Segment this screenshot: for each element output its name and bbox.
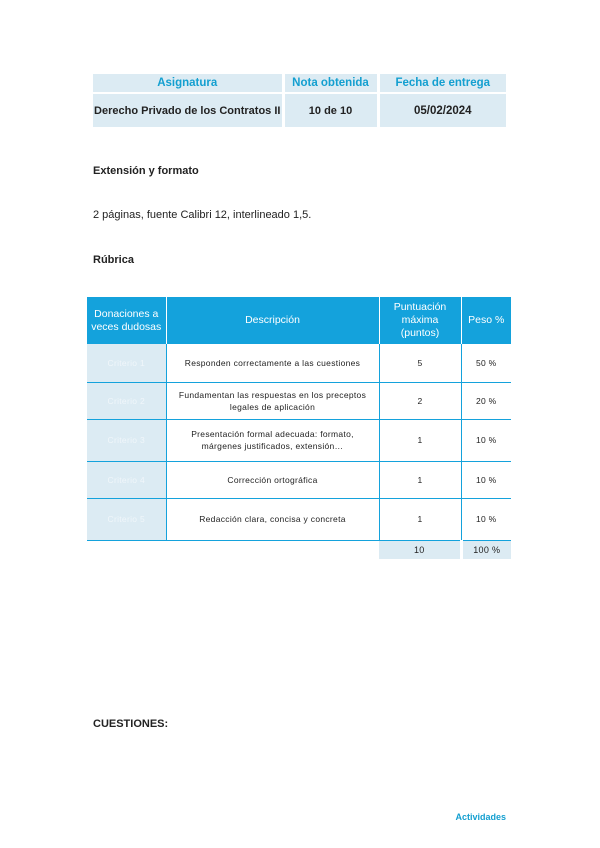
questions-section-title: CUESTIONES: bbox=[93, 718, 169, 730]
weight-column-header: Peso % bbox=[461, 297, 511, 344]
rubric-description: Presentación formal adecuada: formato, márgenes justificados, extensión… bbox=[166, 419, 379, 461]
description-column-header: Descripción bbox=[166, 297, 379, 344]
rubric-row bbox=[87, 344, 511, 382]
format-section-title: Extensión y formato bbox=[93, 165, 199, 177]
subject-header: Asignatura bbox=[93, 74, 283, 93]
subject-value: Derecho Privado de los Contratos II bbox=[93, 93, 283, 127]
format-section-text: 2 páginas, fuente Calibri 12, interlineado 1,5. bbox=[93, 209, 312, 221]
rubric-weight: 10 % bbox=[461, 498, 511, 540]
rubric-points: 1 bbox=[379, 419, 461, 461]
rubric-criterion: Criterio 5 bbox=[87, 498, 166, 540]
rubric-description: Fundamentan las respuestas en los preceptos legales de aplicación bbox=[166, 382, 379, 419]
rubric-points: 1 bbox=[379, 461, 461, 498]
rubric-row bbox=[87, 382, 511, 419]
footer-label: Actividades bbox=[455, 812, 506, 822]
rubric-header-row bbox=[87, 297, 511, 344]
rubric-weight: 10 % bbox=[461, 419, 511, 461]
assignment-info-value-row bbox=[93, 93, 506, 127]
assignment-info-table bbox=[93, 74, 506, 127]
rubric-points: 5 bbox=[379, 344, 461, 382]
rubric-total-weight: 100 % bbox=[461, 540, 511, 559]
rubric-row bbox=[87, 419, 511, 461]
grade-header: Nota obtenida bbox=[283, 74, 378, 93]
assignment-info-header-row bbox=[93, 74, 506, 93]
rubric-criterion: Criterio 3 bbox=[87, 419, 166, 461]
rubric-row bbox=[87, 461, 511, 498]
rubric-table bbox=[87, 297, 511, 559]
rubric-criterion: Criterio 2 bbox=[87, 382, 166, 419]
rubric-criterion: Criterio 1 bbox=[87, 344, 166, 382]
rubric-points: 1 bbox=[379, 498, 461, 540]
rubric-description: Corrección ortográfica bbox=[166, 461, 379, 498]
rubric-weight: 10 % bbox=[461, 461, 511, 498]
grade-value: 10 de 10 bbox=[283, 93, 378, 127]
max-points-column-header: Puntuación máxima (puntos) bbox=[379, 297, 461, 344]
rubric-section-title: Rúbrica bbox=[93, 254, 134, 266]
rubric-weight: 50 % bbox=[461, 344, 511, 382]
rubric-criterion: Criterio 4 bbox=[87, 461, 166, 498]
due-date-header: Fecha de entrega bbox=[378, 74, 506, 93]
due-date-value: 05/02/2024 bbox=[378, 93, 506, 127]
rubric-description: Responden correctamente a las cuestiones bbox=[166, 344, 379, 382]
rubric-points: 2 bbox=[379, 382, 461, 419]
rubric-total-points: 10 bbox=[379, 540, 461, 559]
rubric-total-row bbox=[87, 540, 511, 559]
criterion-column-header: Donaciones a veces dudosas bbox=[87, 297, 166, 344]
rubric-weight: 20 % bbox=[461, 382, 511, 419]
rubric-row bbox=[87, 498, 511, 540]
rubric-description: Redacción clara, concisa y concreta bbox=[166, 498, 379, 540]
